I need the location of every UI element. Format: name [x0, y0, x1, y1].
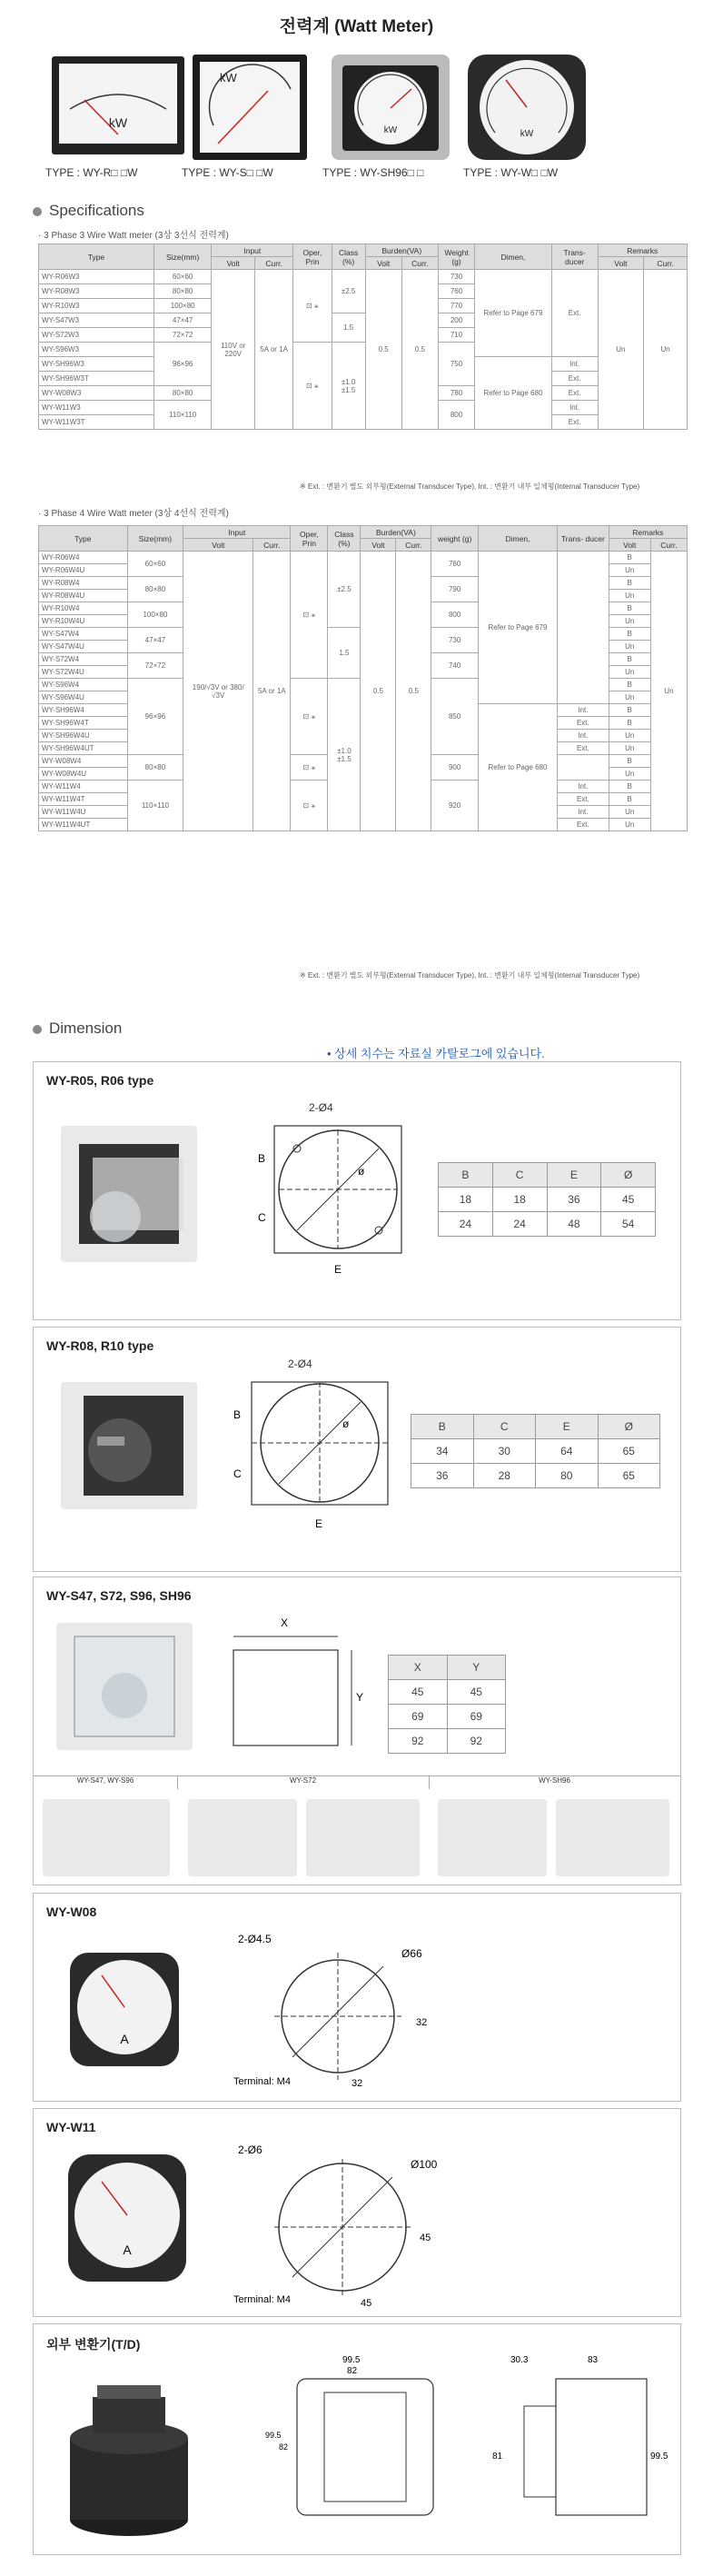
dim-label: 82: [279, 2442, 289, 2452]
transducer-note: ※ Ext. : 변환기 별도 외부형(External Transducer Type), Int. : 변환기 내부 일체형(Internal Transducer Type): [300, 971, 640, 980]
table-cell: WY-R10W3: [39, 299, 154, 313]
box-title: WY-S47, S72, S96, SH96: [46, 1588, 192, 1603]
col-remarks: Remarks: [598, 244, 687, 257]
table-cell: WY-SH96W4UT: [39, 742, 128, 755]
table-cell: 920: [431, 781, 478, 831]
table-cell: Ext.: [558, 742, 609, 755]
variant-photo-strip: [34, 1775, 680, 1884]
dimension-table-s-series: [388, 1655, 506, 1754]
table-cell: 72×72: [153, 328, 211, 343]
table-cell: ±1.0 ±1.5: [332, 343, 365, 430]
meter-photo-w08: [61, 1948, 197, 2075]
col-burden-curr: Curr.: [396, 539, 431, 552]
dimension-table-r08: [411, 1414, 660, 1488]
table-cell: ±2.5: [332, 270, 365, 313]
table-cell: WY-R10W4U: [39, 615, 128, 628]
table-cell: C: [492, 1163, 547, 1188]
col-remarks-volt: Volt: [598, 257, 644, 270]
table-cell: WY-R10W4: [39, 602, 128, 615]
table-cell: 36: [547, 1188, 601, 1212]
dim-label: 82: [347, 2366, 358, 2376]
table-cell: WY-R08W4U: [39, 590, 128, 602]
table-cell: 800: [438, 401, 474, 430]
table-cell: 110×110: [127, 781, 183, 831]
hole-label: 2-Ø6: [238, 2143, 262, 2156]
table-cell: X: [389, 1656, 448, 1680]
table-cell: WY-W11W4T: [39, 793, 128, 806]
table-cell: Refer to Page 680: [478, 704, 557, 831]
table-cell: 80×80: [153, 284, 211, 299]
table-cell: 47×47: [153, 313, 211, 328]
table-cell: Ext.: [551, 270, 598, 357]
table-cell: B: [609, 602, 650, 615]
dimension-box-r05-r06: [33, 1061, 681, 1320]
meter-caption: TYPE : WY-S□ □W: [182, 166, 273, 179]
table-cell: Un: [609, 666, 650, 679]
table-cell: 54: [601, 1212, 656, 1237]
col-size: Size(mm): [127, 526, 183, 552]
table-cell: Un: [609, 768, 650, 781]
col-weight: weight (g): [431, 526, 478, 552]
table-cell: WY-S47W4U: [39, 641, 128, 653]
catalog-note: • 상세 치수는 자료실 카탈로그에 있습니다.: [327, 1047, 545, 1060]
table-cell: 92: [389, 1729, 448, 1754]
transducer-photo: [52, 2365, 206, 2547]
dimension-box-w11: [33, 2108, 681, 2317]
b-label: B: [233, 1408, 242, 1421]
table-cell: 730: [438, 270, 474, 284]
meter-photo: [61, 1126, 197, 1262]
y-label: Y: [356, 1691, 364, 1704]
face-label: A: [123, 2243, 132, 2257]
dim-label: 99.5: [265, 2431, 282, 2440]
specifications-heading: Specifications: [33, 202, 144, 220]
hole-label: 2-Ø4: [309, 1101, 333, 1114]
table-cell: WY-SH96W3: [39, 357, 154, 372]
table-cell: 69: [389, 1705, 448, 1729]
col-curr: Curr.: [253, 539, 291, 552]
variant-photo: [306, 1799, 420, 1876]
table-cell: C: [473, 1415, 536, 1439]
col-burden: Burden(VA): [361, 526, 431, 539]
col-remarks-volt: Volt: [609, 539, 650, 552]
table-cell: 69: [447, 1705, 506, 1729]
table-cell: 18: [439, 1188, 493, 1212]
oper-symbol-cell: ⊡ ⚹: [291, 755, 328, 781]
meter-photo-wy-s: [182, 53, 318, 162]
table-cell: 760: [431, 552, 478, 577]
oper-symbol-cell: ⊡ ⚹: [291, 781, 328, 831]
w11-drawing: [233, 2141, 492, 2313]
meter-photo-wy-r: [50, 53, 186, 162]
meter-photo: [56, 1623, 193, 1750]
col-volt: Volt: [183, 539, 253, 552]
table-cell: B: [609, 704, 650, 717]
table-cell: Un: [609, 730, 650, 742]
table-cell: 1.5: [332, 313, 365, 343]
table-cell: 900: [431, 755, 478, 781]
table-cell: 100×80: [127, 602, 183, 628]
transducer-side-drawing: [492, 2352, 668, 2542]
table-cell: WY-W11W4U: [39, 806, 128, 819]
table-cell: WY-W11W3T: [39, 415, 154, 430]
table-cell: 800: [431, 602, 478, 628]
table-cell: 200: [438, 313, 474, 328]
table-cell: B: [609, 793, 650, 806]
table-cell: B: [609, 781, 650, 793]
dim-label: 32: [352, 2078, 363, 2089]
oper-symbol-cell: ⊡ ⚹: [291, 552, 328, 679]
table-cell: 96×96: [127, 679, 183, 755]
dim-label: 32: [416, 2017, 428, 2028]
table-cell: 80: [536, 1464, 599, 1488]
box-title: WY-W08: [46, 1905, 97, 1919]
diameter-label: Ø100: [411, 2158, 438, 2171]
dim-label: 30.3: [510, 2355, 529, 2365]
table-cell: Ø: [598, 1415, 660, 1439]
table-cell: 5A or 1A: [254, 270, 292, 430]
table-cell: B: [609, 717, 650, 730]
table-cell: Int.: [558, 730, 609, 742]
table-cell: E: [547, 1163, 601, 1188]
table-cell: Ext.: [551, 415, 598, 430]
variant-photo: [43, 1799, 170, 1876]
phi-label: ø: [342, 1417, 350, 1430]
box-title: WY-W11: [46, 2120, 96, 2134]
table-cell: Un: [650, 552, 687, 831]
col-input: Input: [212, 244, 293, 257]
table-cell: Int.: [551, 357, 598, 372]
table-cell: B: [439, 1163, 493, 1188]
table-cell: Un: [609, 615, 650, 628]
meter-caption: TYPE : WY-SH96□ □: [322, 166, 424, 179]
table-cell: 48: [547, 1212, 601, 1237]
table-cell: Ext.: [558, 819, 609, 831]
table-cell: 710: [438, 328, 474, 343]
meter-photo-wy-sh96: [322, 53, 459, 162]
table-cell: B: [609, 628, 650, 641]
col-size: Size(mm): [153, 244, 211, 270]
table-cell: 760: [438, 284, 474, 299]
table-cell: 80×80: [127, 755, 183, 781]
table-cell: 770: [438, 299, 474, 313]
table-cell: 0.5: [365, 270, 401, 430]
table-cell: WY-W11W3: [39, 401, 154, 415]
table-cell: 780: [438, 386, 474, 401]
col-dimen: Dimen,: [475, 244, 552, 270]
table-cell: WY-R06W3: [39, 270, 154, 284]
c-label: C: [258, 1211, 266, 1224]
table-cell: WY-W08W4: [39, 755, 128, 768]
meter-face-label: kW: [520, 129, 534, 139]
table-cell: 28: [473, 1464, 536, 1488]
table-cell: Int.: [558, 704, 609, 717]
table-cell: 190/√3V or 380/√3V: [183, 552, 253, 831]
table-cell: 5A or 1A: [253, 552, 291, 831]
table-cell: 110V or 220V: [212, 270, 255, 430]
table-cell: WY-S47W4: [39, 628, 128, 641]
variant-photo: [438, 1799, 547, 1876]
meter-face-label: kW: [108, 115, 128, 130]
table-cell: WY-R08W3: [39, 284, 154, 299]
table-cell: B: [609, 653, 650, 666]
col-type: Type: [39, 526, 128, 552]
col-weight: Weight (g): [438, 244, 474, 270]
e-label: E: [315, 1517, 323, 1530]
table-cell: WY-S96W4U: [39, 691, 128, 704]
col-burden-volt: Volt: [361, 539, 396, 552]
dimension-box-r08-r10: [33, 1327, 681, 1572]
table-cell: 34: [411, 1439, 474, 1464]
table-cell: 45: [389, 1680, 448, 1705]
dim-label: 99.5: [650, 2452, 668, 2462]
col-burden-volt: Volt: [365, 257, 401, 270]
table-cell: 24: [439, 1212, 493, 1237]
table-cell: Y: [447, 1656, 506, 1680]
table-cell: Ext.: [551, 372, 598, 386]
box-title: WY-R08, R10 type: [46, 1338, 154, 1353]
table-cell: 0.5: [396, 552, 431, 831]
c-label: C: [233, 1467, 242, 1480]
table-cell: 110×110: [153, 401, 211, 430]
face-label: A: [120, 2032, 129, 2046]
table-cell: WY-SH96W3T: [39, 372, 154, 386]
dim-label: 45: [420, 2233, 431, 2243]
strip-label: WY-S72: [177, 1776, 430, 1789]
table-cell: [558, 755, 609, 781]
table-cell: Ext.: [551, 386, 598, 401]
table-cell: 96×96: [153, 343, 211, 386]
r05-drawing: [256, 1099, 429, 1280]
col-curr: Curr.: [254, 257, 292, 270]
subtitle-3-phase-4-wire: · 3 Phase 4 Wire Watt meter (3상 4선식 전력계): [38, 509, 229, 519]
meter-caption: TYPE : WY-W□ □W: [463, 166, 559, 179]
table-cell: Un: [609, 590, 650, 602]
b-label: B: [258, 1152, 266, 1165]
oper-symbol-cell: ⊡ ⚹: [293, 270, 332, 343]
col-remarks-curr: Curr.: [644, 257, 688, 270]
table-cell: Ext.: [558, 793, 609, 806]
table-cell: 60×60: [153, 270, 211, 284]
table-cell: 72×72: [127, 653, 183, 679]
table-cell: WY-S72W3: [39, 328, 154, 343]
table-cell: 80×80: [153, 386, 211, 401]
col-trans: Trans- ducer: [558, 526, 609, 552]
table-cell: Un: [609, 806, 650, 819]
bullet-icon: [33, 207, 42, 216]
page-title: 전력계 (Watt Meter): [279, 17, 434, 36]
table-cell: 100×80: [153, 299, 211, 313]
table-cell: WY-S72W4: [39, 653, 128, 666]
table-cell: WY-W11W4: [39, 781, 128, 793]
table-cell: 730: [431, 628, 478, 653]
table-cell: 45: [447, 1680, 506, 1705]
table-cell: [558, 552, 609, 704]
terminal-label: Terminal: M4: [233, 2076, 291, 2087]
col-input: Input: [183, 526, 291, 539]
col-burden: Burden(VA): [365, 244, 438, 257]
phi-label: ø: [358, 1165, 365, 1178]
box-title: 외부 변환기(T/D): [46, 2337, 141, 2352]
table-cell: 36: [411, 1464, 474, 1488]
table-cell: 1.5: [328, 628, 361, 679]
dim-label: 99.5: [342, 2355, 361, 2365]
bullet-icon: [33, 1025, 42, 1034]
table-cell: B: [609, 552, 650, 564]
table-cell: Un: [609, 641, 650, 653]
col-class: Class (%): [332, 244, 365, 270]
table-cell: 65: [598, 1439, 660, 1464]
col-burden-curr: Curr.: [401, 257, 438, 270]
table-cell: B: [609, 577, 650, 590]
col-class: Class (%): [328, 526, 361, 552]
table-cell: WY-SH96W4T: [39, 717, 128, 730]
table-cell: B: [411, 1415, 474, 1439]
table-cell: 92: [447, 1729, 506, 1754]
hole-label: 2-Ø4: [288, 1358, 312, 1370]
table-cell: WY-W08W3: [39, 386, 154, 401]
table-cell: 850: [431, 679, 478, 755]
table-cell: WY-W11W4UT: [39, 819, 128, 831]
table-cell: Un: [609, 691, 650, 704]
variant-photo: [188, 1799, 297, 1876]
table-cell: E: [536, 1415, 599, 1439]
strip-label: WY-S47, WY-S96: [34, 1776, 178, 1789]
dimension-heading: Dimension: [33, 1019, 122, 1038]
diameter-label: Ø66: [401, 1947, 422, 1960]
dimension-table-r05: [438, 1162, 656, 1237]
table-cell: 0.5: [361, 552, 396, 831]
transducer-note: ※ Ext. : 변환기 별도 외부형(External Transducer Type), Int. : 변환기 내부 일체형(Internal Transducer Type): [300, 482, 640, 491]
table-cell: 45: [601, 1188, 656, 1212]
table-cell: B: [609, 755, 650, 768]
col-remarks: Remarks: [609, 526, 687, 539]
table-cell: WY-SH96W4: [39, 704, 128, 717]
spec-table-3-wire: [38, 244, 688, 430]
table-cell: 0.5: [401, 270, 438, 430]
hole-label: 2-Ø4.5: [238, 1933, 272, 1945]
table-cell: 47×47: [127, 628, 183, 653]
table-cell: 24: [492, 1212, 547, 1237]
table-cell: Int.: [558, 781, 609, 793]
transducer-front-drawing: [265, 2352, 447, 2542]
strip-label: WY-SH96: [539, 1776, 570, 1785]
table-cell: WY-R06W4U: [39, 564, 128, 577]
table-cell: 64: [536, 1439, 599, 1464]
dim-label: 45: [361, 2298, 372, 2309]
col-volt: Volt: [212, 257, 255, 270]
dimension-box-transducer: [33, 2323, 681, 2555]
table-cell: Int.: [558, 806, 609, 819]
table-cell: Int.: [551, 401, 598, 415]
table-cell: Un: [609, 819, 650, 831]
meter-face-label: kW: [220, 71, 237, 85]
table-cell: 80×80: [127, 577, 183, 602]
table-cell: WY-S96W4: [39, 679, 128, 691]
table-cell: 790: [431, 577, 478, 602]
table-cell: 750: [438, 343, 474, 386]
box-title: WY-R05, R06 type: [46, 1073, 154, 1088]
table-cell: WY-W08W4U: [39, 768, 128, 781]
meter-face-label: kW: [383, 125, 398, 135]
s-series-drawing: [229, 1614, 411, 1750]
table-cell: Un: [598, 270, 644, 430]
variant-photo: [556, 1799, 669, 1876]
col-trans: Trans- ducer: [551, 244, 598, 270]
table-cell: B: [609, 679, 650, 691]
table-cell: Ext.: [558, 717, 609, 730]
subtitle-3-phase-3-wire: · 3 Phase 3 Wire Watt meter (3상 3선식 전력계): [38, 231, 229, 241]
table-cell: Un: [609, 564, 650, 577]
table-cell: 30: [473, 1439, 536, 1464]
oper-symbol-cell: ⊡ ⚹: [291, 679, 328, 755]
table-cell: 740: [431, 653, 478, 679]
x-label: X: [281, 1616, 289, 1629]
table-cell: WY-R06W4: [39, 552, 128, 564]
e-label: E: [334, 1263, 342, 1276]
col-remarks-curr: Curr.: [650, 539, 687, 552]
table-cell: Refer to Page 680: [475, 357, 552, 430]
table-cell: WY-S96W3: [39, 343, 154, 357]
table-cell: WY-SH96W4U: [39, 730, 128, 742]
table-cell: Refer to Page 679: [475, 270, 552, 357]
dim-label: 83: [588, 2355, 599, 2365]
table-cell: 60×60: [127, 552, 183, 577]
table-cell: Un: [644, 270, 688, 430]
table-cell: ±1.0 ±1.5: [328, 679, 361, 831]
meter-photo-w11: [61, 2150, 197, 2286]
dimension-box-s-series: [33, 1576, 681, 1885]
spec-table-4-wire: [38, 525, 688, 831]
table-cell: Un: [609, 742, 650, 755]
table-cell: ±2.5: [328, 552, 361, 628]
table-cell: WY-R08W4: [39, 577, 128, 590]
col-oper: Oper, Prin: [293, 244, 332, 270]
r08-drawing: [224, 1355, 406, 1537]
col-oper: Oper, Prin: [291, 526, 328, 552]
table-cell: Refer to Page 679: [478, 552, 557, 704]
oper-symbol-cell: ⊡ ⚹: [293, 343, 332, 430]
col-dimen: Dimen,: [478, 526, 557, 552]
meter-photo: [61, 1382, 197, 1509]
meter-caption: TYPE : WY-R□ □W: [45, 166, 138, 179]
col-type: Type: [39, 244, 154, 270]
table-cell: WY-S47W3: [39, 313, 154, 328]
table-cell: 18: [492, 1188, 547, 1212]
table-cell: WY-S72W4U: [39, 666, 128, 679]
dim-label: 81: [492, 2452, 503, 2462]
dimension-box-w08: [33, 1893, 681, 2102]
w08-drawing: [233, 1930, 474, 2094]
terminal-label: Terminal: M4: [233, 2294, 291, 2305]
table-cell: 65: [598, 1464, 660, 1488]
meter-photo-wy-w: [459, 53, 595, 162]
table-cell: Ø: [601, 1163, 656, 1188]
